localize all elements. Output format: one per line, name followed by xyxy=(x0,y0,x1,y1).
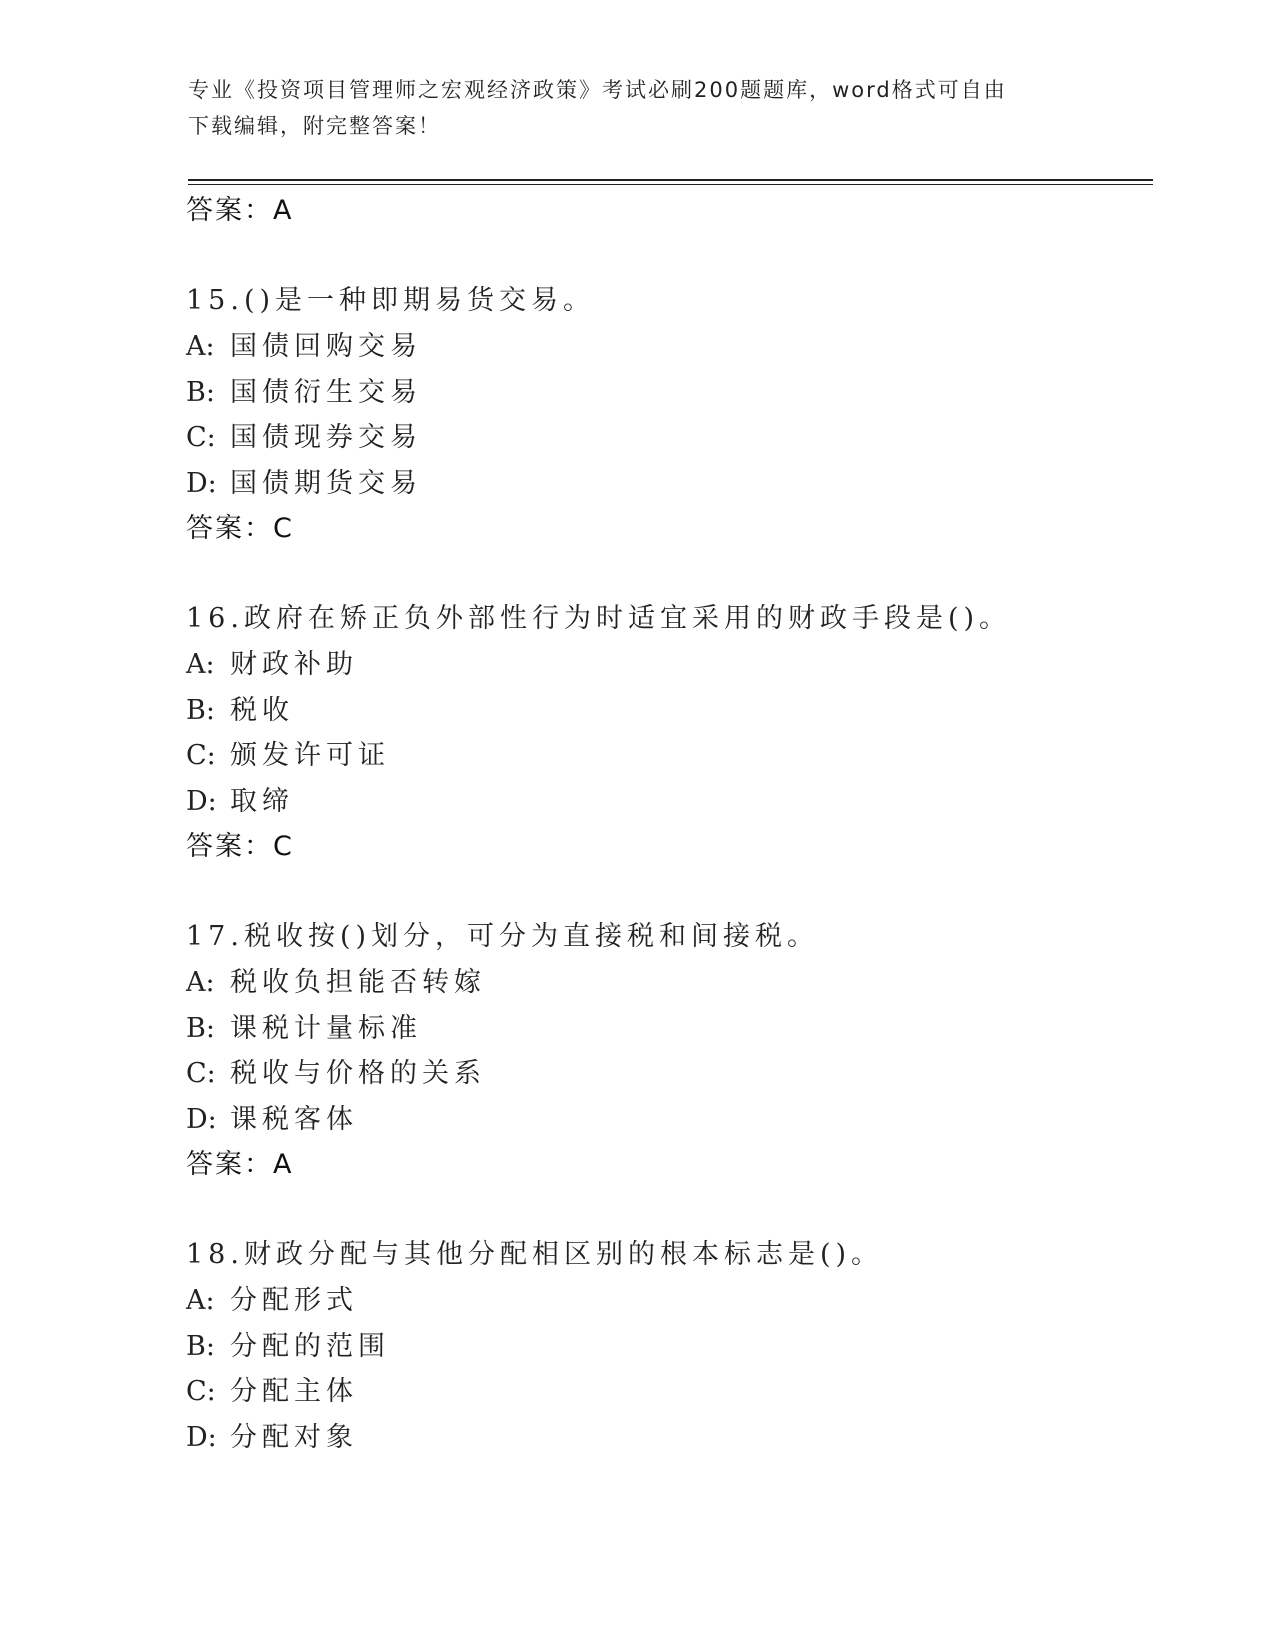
option-text: 国债期货交易 xyxy=(230,467,422,499)
header-line-1: 专业《投资项目管理师之宏观经济政策》考试必刷200题题库，word格式可自由 xyxy=(188,78,1007,102)
answer-line: 答案：A xyxy=(186,195,294,226)
question-text: 17.税收按()划分，可分为直接税和间接税。 xyxy=(186,921,820,952)
option-d xyxy=(186,779,1146,825)
option-text: 取缔 xyxy=(230,785,294,817)
option-key: A: xyxy=(186,649,215,680)
option-text: 分配对象 xyxy=(230,1421,358,1453)
option-text: 税收与价格的关系 xyxy=(230,1058,486,1089)
header-line-2: 下载编辑，附完整答案！ xyxy=(188,114,441,138)
option-b xyxy=(186,1006,1146,1052)
question-list xyxy=(186,188,1146,1460)
option-b xyxy=(186,1324,1146,1370)
option-key: D: xyxy=(186,1103,217,1135)
option-key: C: xyxy=(186,1376,216,1407)
document-header xyxy=(188,72,1088,144)
option-key: B: xyxy=(186,376,215,408)
option-d xyxy=(186,1415,1146,1461)
option-a xyxy=(186,324,1146,370)
option-c xyxy=(186,415,1146,461)
question-text: 15.()是一种即期易货交易。 xyxy=(186,285,596,316)
spacer xyxy=(186,552,1146,596)
option-key: C: xyxy=(186,1058,216,1089)
spacer xyxy=(186,234,1146,278)
option-text: 国债回购交易 xyxy=(230,331,422,362)
option-text: 颁发许可证 xyxy=(230,740,390,771)
option-text: 国债现券交易 xyxy=(230,422,422,453)
option-a xyxy=(186,642,1146,688)
answer-line: 答案：A xyxy=(186,1149,294,1180)
option-key: D: xyxy=(186,785,217,817)
question-text: 16.政府在矫正负外部性行为时适宜采用的财政手段是()。 xyxy=(186,603,1012,634)
option-key: D: xyxy=(186,467,217,499)
option-a xyxy=(186,1278,1146,1324)
spacer xyxy=(186,1188,1146,1232)
option-d xyxy=(186,461,1146,507)
header-rule-thick xyxy=(188,179,1153,181)
option-key: C: xyxy=(186,422,216,453)
option-text: 税收 xyxy=(230,694,294,726)
header-rule-thin xyxy=(188,184,1153,185)
option-key: C: xyxy=(186,740,216,771)
spacer xyxy=(186,870,1146,914)
question-text: 18.财政分配与其他分配相区别的根本标志是()。 xyxy=(186,1239,884,1270)
option-text: 国债衍生交易 xyxy=(230,376,422,408)
option-b xyxy=(186,688,1146,734)
option-text: 分配的范围 xyxy=(230,1330,390,1362)
option-text: 税收负担能否转嫁 xyxy=(230,967,486,998)
option-c xyxy=(186,1369,1146,1415)
option-key: A: xyxy=(186,967,215,998)
option-key: B: xyxy=(186,1330,215,1362)
option-b xyxy=(186,370,1146,416)
answer-line: 答案：C xyxy=(186,513,294,544)
option-c xyxy=(186,1051,1146,1097)
option-text: 课税计量标准 xyxy=(230,1012,422,1044)
option-text: 财政补助 xyxy=(230,649,358,680)
option-text: 课税客体 xyxy=(230,1103,358,1135)
option-c xyxy=(186,733,1146,779)
option-text: 分配形式 xyxy=(230,1285,358,1316)
option-key: A: xyxy=(186,1285,215,1316)
option-key: B: xyxy=(186,694,215,726)
answer-line: 答案：C xyxy=(186,831,294,862)
option-key: D: xyxy=(186,1421,217,1453)
option-text: 分配主体 xyxy=(230,1376,358,1407)
option-key: A: xyxy=(186,331,215,362)
option-d xyxy=(186,1097,1146,1143)
option-key: B: xyxy=(186,1012,215,1044)
option-a xyxy=(186,960,1146,1006)
